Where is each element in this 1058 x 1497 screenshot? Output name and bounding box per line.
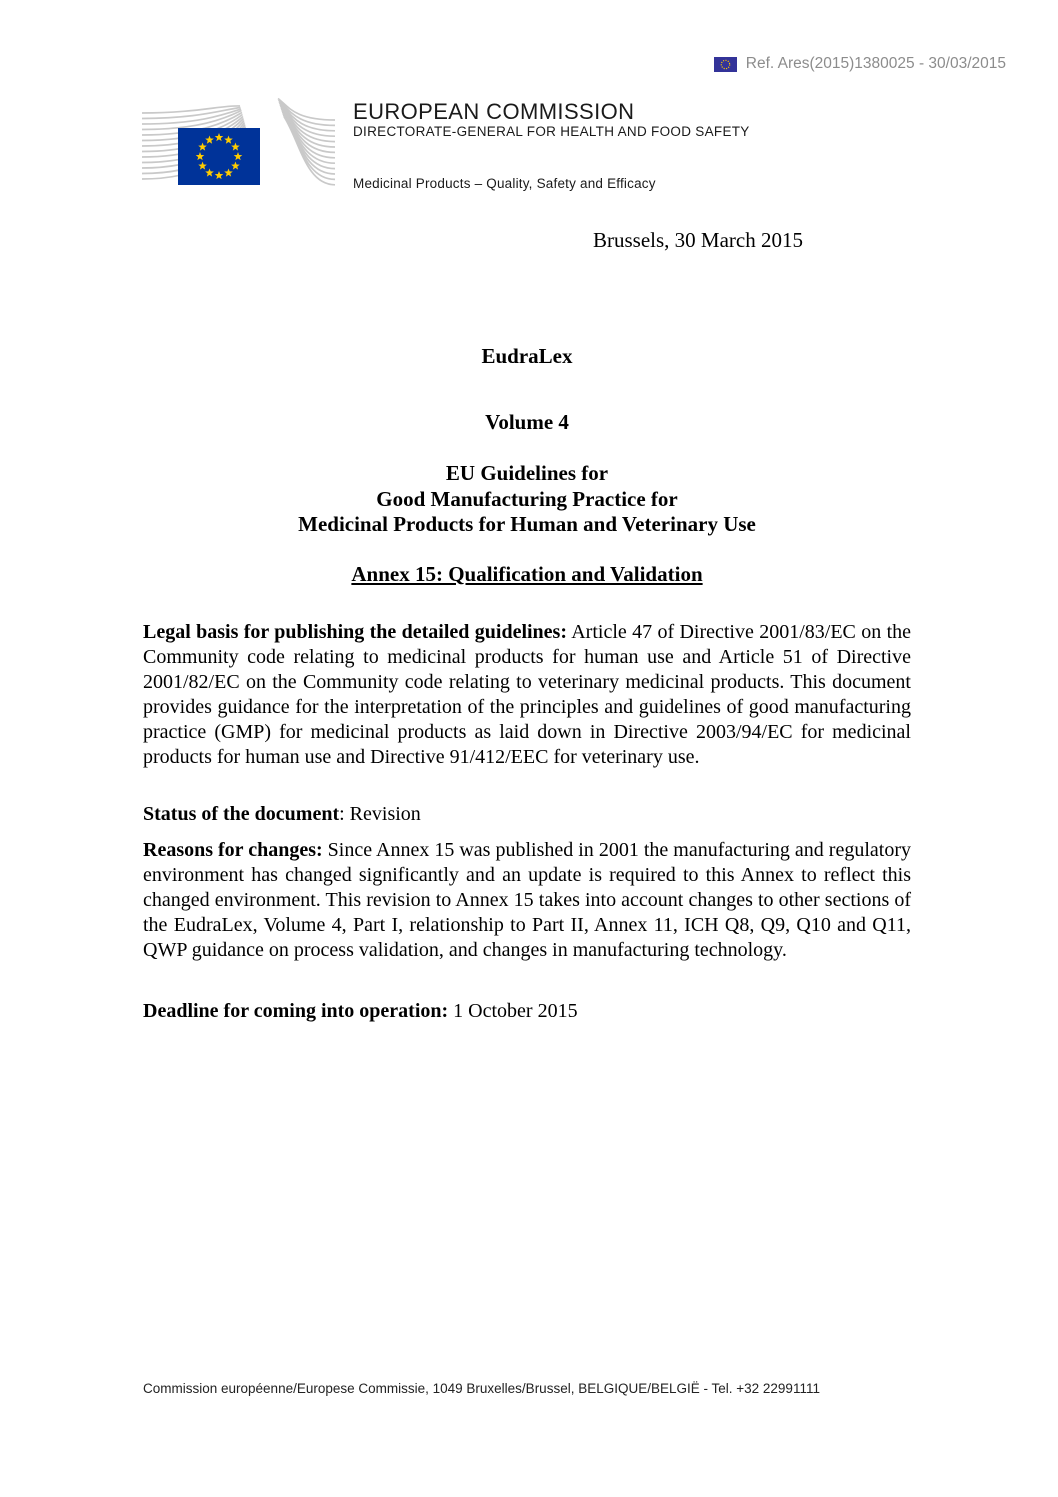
title-volume: Volume 4 xyxy=(485,410,569,434)
title-guidelines-line1: EU Guidelines for xyxy=(445,461,609,485)
european-commission-logo xyxy=(142,93,337,218)
footer-text: Commission européenne/Europese Commissie, 1049 Bruxelles/Brussel, BELGIQUE/BELGIË - Tel. +32 22991111 xyxy=(143,1381,820,1396)
paragraph-legal-basis xyxy=(143,620,911,770)
status-value: : Revision xyxy=(339,803,421,825)
ref-banner xyxy=(714,55,1006,73)
dateline: Brussels, 30 March 2015 xyxy=(593,228,803,252)
paragraph-reasons xyxy=(143,838,911,963)
header-directorate: DIRECTORATE-GENERAL FOR HEALTH AND FOOD SAFETY xyxy=(353,124,750,139)
title-eudralex: EudraLex xyxy=(481,344,573,368)
legal-basis-label: Legal basis for publishing the detailed guidelines: xyxy=(143,621,567,643)
legal-basis-text: Article 47 of Directive 2001/83/EC on the Community code relating to medicinal products for human use and Article 51 of Directive 2001/82/EC on the Community code relating to veterinary medicinal products. This document provides guidance for the interpretation of the principles and guidelines of good manufacturing practice (GMP) for medicinal products as laid down in Directive 2003/94/EC for medicinal products for human use and Directive 91/412/EEC for veterinary use. xyxy=(143,621,911,768)
title-guidelines-line2: Good Manufacturing Practice for xyxy=(376,486,678,511)
title-annex: Annex 15: Qualification and Validation xyxy=(351,562,703,586)
ref-text: Ref. Ares(2015)1380025 - 30/03/2015 xyxy=(745,55,1006,72)
deadline-label: Deadline for coming into operation: xyxy=(143,1000,449,1022)
header-institution: EUROPEAN COMMISSION xyxy=(353,99,635,124)
eu-flag-small-icon xyxy=(714,57,737,72)
header-unit: Medicinal Products – Quality, Safety and Efficacy xyxy=(353,176,656,191)
eu-flag xyxy=(178,128,260,185)
title-guidelines-line3: Medicinal Products for Human and Veterinary Use xyxy=(298,512,756,536)
status-label: Status of the document xyxy=(143,803,340,825)
reasons-text: Since Annex 15 was published in 2001 the manufacturing and regulatory environment has changed significantly and an update is required to this Annex to reflect this changed environment. This revision to Annex 15 takes into account changes to other sections of the EudraLex, Volume 4, Part I, relationship to Part II, Annex 11, ICH Q8, Q9, Q10 and Q11, QWP guidance on process validation, and changes in manufacturing technology. xyxy=(143,839,911,961)
reasons-label: Reasons for changes: xyxy=(143,839,323,861)
deadline-value: 1 October 2015 xyxy=(448,1000,578,1022)
logo-right-lines xyxy=(278,99,335,185)
title-guidelines xyxy=(143,461,911,538)
document-header xyxy=(353,99,750,191)
paragraph-deadline xyxy=(143,999,911,1024)
paragraph-status xyxy=(143,802,911,827)
